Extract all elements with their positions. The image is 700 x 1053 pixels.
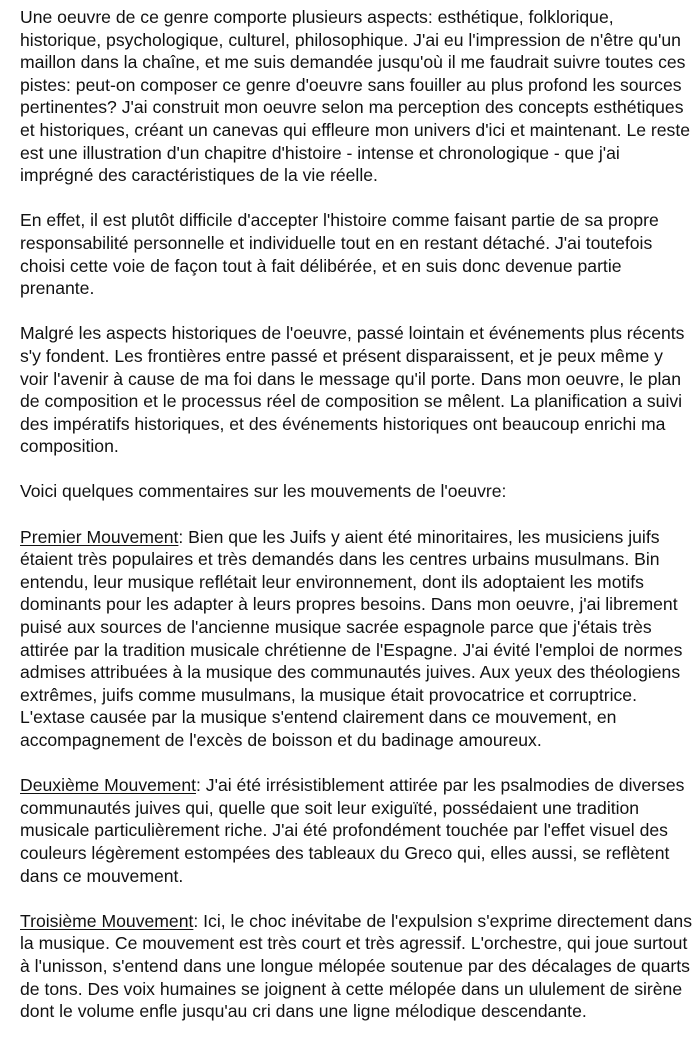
movement-2-paragraph xyxy=(20,774,694,887)
movement-3-text: : Ici, le choc inévitabe de l'expulsion s'exprime directement dans la musique. Ce mouvement est très court et très agressif. L'orchestre, qui joue surtout à l'unisson, s'entend dans une longue mélopée soutenue par des décalages de quarts de tons. Des voix humaines se joignent à cette mélopée dans un ululement de sirène dont le volume enfle jusqu'au cri dans une ligne mélodique descendante. xyxy=(20,910,693,1022)
movement-3-paragraph xyxy=(20,910,694,1023)
movement-1-text: : Bien que les Juifs y aient été minoritaires, les musiciens juifs étaient très populaires et très demandés dans les centres urbains musulmans. Bin entendu, leur musique reflétait leur environnement, dont ils adoptaient les motifs dominants pour les adapter à leurs propres besoins. Dans mon oeuvre, j'ai librement puisé aux sources de l'ancienne musique sacrée espagnole parce que j'étais très attirée par la tradition musicale chrétienne de l'Espagne. J'ai évité l'emploi de normes admises attribuées à la musique des communautés juives. Aux yeux des théologiens extrêmes, juifs comme musulmans, la musique était provocatrice et corruptrice. L'extase causée par la musique s'entend clairement dans ce mouvement, en accompagnement de l'excès de boisson et du badinage amoureux. xyxy=(20,526,683,750)
document-page xyxy=(20,6,694,1045)
intro-paragraph: Une oeuvre de ce genre comporte plusieurs aspects: esthétique, folklorique, historique, psychologique, culturel, philosophique. J'ai eu l'impression de n'être qu'un maillon dans la chaîne, et me suis demandée jusqu'où il me faudrait suivre toutes ces pistes: peut-on composer ce genre d'oeuvre sans fouiller au plus profond les sources pertinentes? J'ai construit mon oeuvre selon ma perception des concepts esthétiques et historiques, créant un canevas qui effleure mon univers d'ici et maintenant. Le reste est une illustration d'un chapitre d'histoire - intense et chronologique - que j'ai imprégné des caractéristiques de la vie réelle. xyxy=(20,7,691,186)
movement-3-heading: Troisième Mouvement xyxy=(20,910,194,931)
history-paragraph: Malgré les aspects historiques de l'oeuvre, passé lointain et événements plus récents s'y fondent. Les frontières entre passé et présent disparaissent, et je peux même y voir l'avenir à cause de ma foi dans le message qu'il porte. Dans mon oeuvre, le plan de composition et le processus réel de composition se mêlent. La planification a suivi des impératifs historiques, et des événements historiques ont beaucoup enrichi ma composition. xyxy=(20,323,685,457)
movement-1-paragraph xyxy=(20,526,694,752)
responsibility-paragraph: En effet, il est plutôt difficile d'accepter l'histoire comme faisant partie de sa propre responsabilité personnelle et individuelle tout en en restant détaché. J'ai toutefois choisi cette voie de façon tout à fait délibérée, et en suis donc devenue partie prenante. xyxy=(20,210,659,299)
movements-intro-paragraph: Voici quelques commentaires sur les mouvements de l'oeuvre: xyxy=(20,481,507,502)
movement-1-heading: Premier Mouvement xyxy=(20,526,179,547)
movement-2-text: : J'ai été irrésistiblement attirée par les psalmodies de diverses communautés juives qui, quelle que soit leur exiguïté, possédaient une tradition musicale particulièrement riche. J'ai été profondément touchée par l'effet visuel des couleurs légèrement estompées des tableaux du Greco qui, elles aussi, se reflètent dans ce mouvement. xyxy=(20,775,685,886)
movement-2-heading: Deuxième Mouvement xyxy=(20,775,197,796)
